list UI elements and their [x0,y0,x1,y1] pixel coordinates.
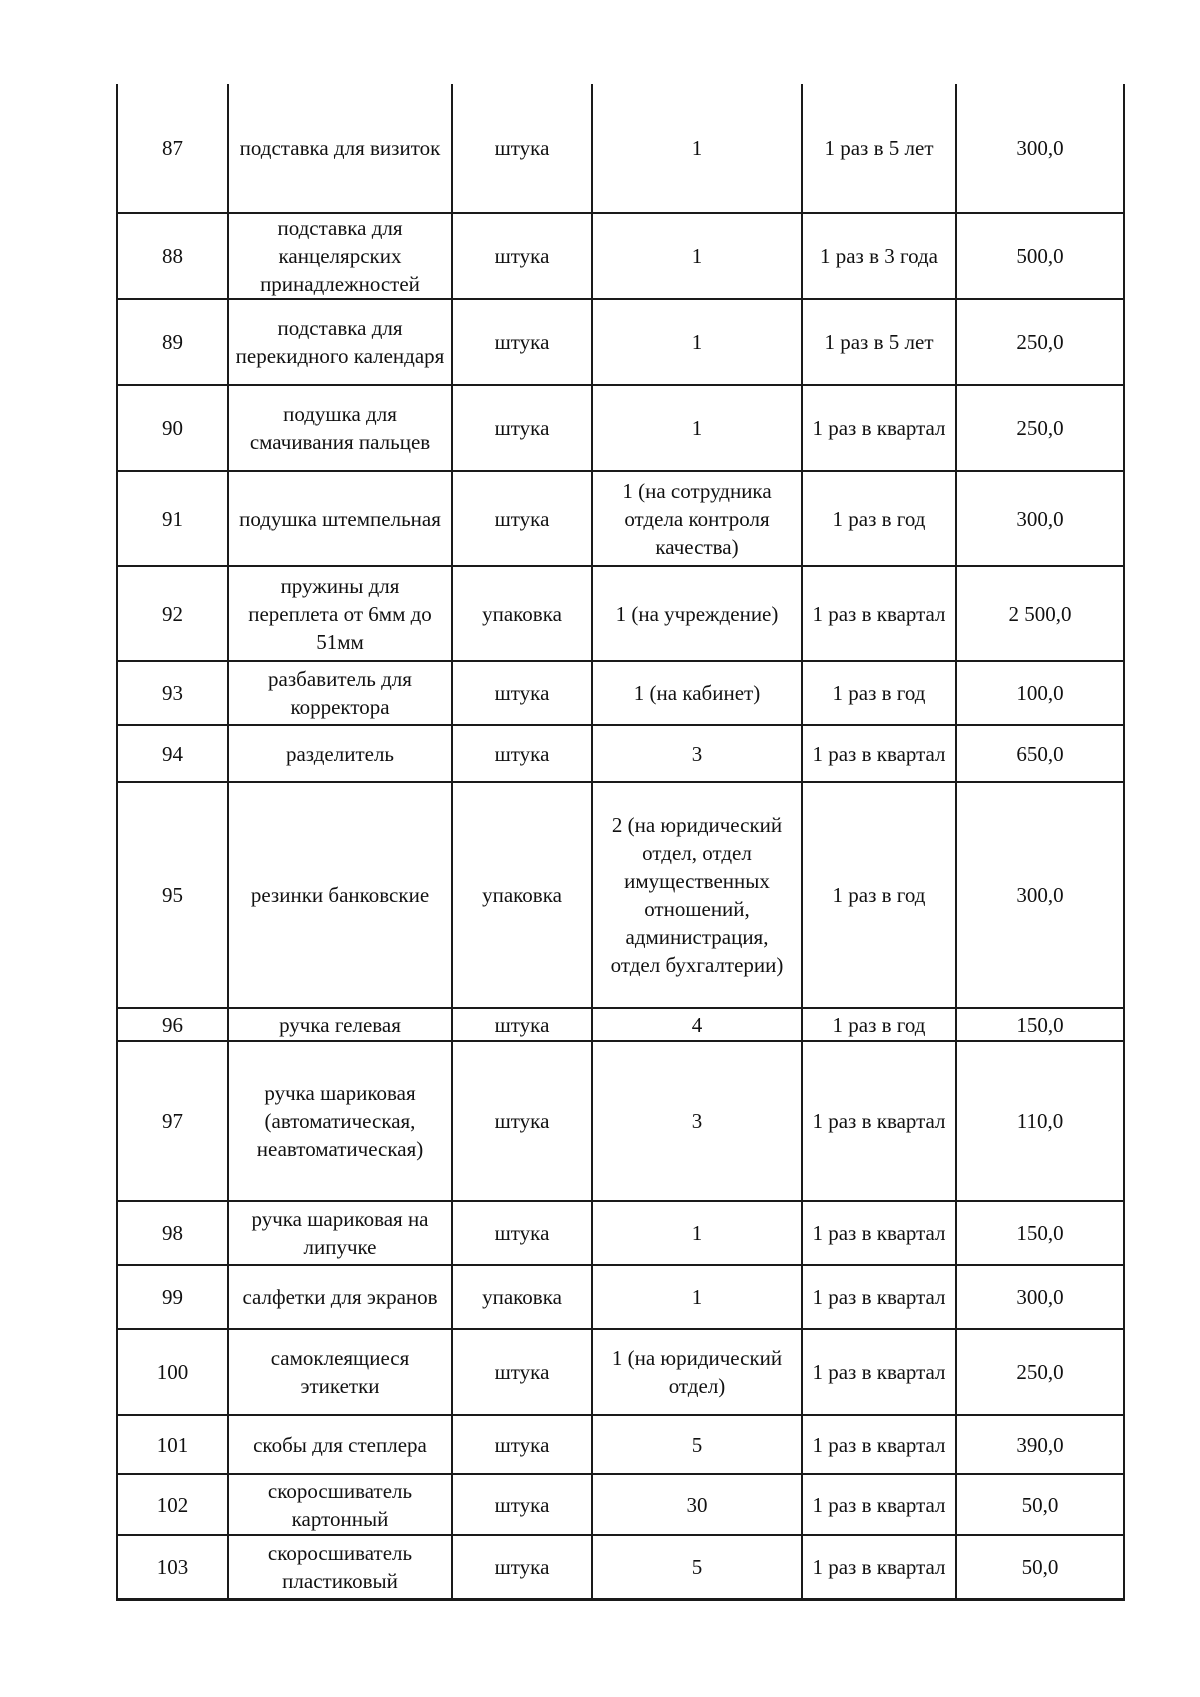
cell-price: 300,0 [956,471,1124,566]
cell-price: 50,0 [956,1535,1124,1599]
cell-number: 90 [117,385,228,471]
cell-quantity: 1 [592,213,802,299]
table-row [117,1201,1124,1265]
table-row [117,1008,1124,1041]
cell-frequency: 1 раз в год [802,471,956,566]
cell-item-name: скоросшиватель пластиковый [228,1535,452,1599]
cell-quantity: 1 [592,84,802,213]
cell-price: 300,0 [956,782,1124,1008]
cell-unit: штука [452,299,592,385]
cell-quantity: 1 [592,1201,802,1265]
cell-quantity: 3 [592,725,802,782]
table-row [117,725,1124,782]
cell-price: 250,0 [956,299,1124,385]
cell-number: 98 [117,1201,228,1265]
table-row [117,782,1124,1008]
cell-item-name: подставка для визиток [228,84,452,213]
cell-unit: штука [452,1474,592,1535]
cell-frequency: 1 раз в квартал [802,1415,956,1474]
cell-quantity: 5 [592,1415,802,1474]
cell-number: 96 [117,1008,228,1041]
table-row [117,1329,1124,1415]
cell-number: 101 [117,1415,228,1474]
cell-unit: штука [452,1329,592,1415]
cell-price: 300,0 [956,84,1124,213]
cell-number: 97 [117,1041,228,1201]
cell-unit: упаковка [452,1265,592,1329]
cell-item-name: подставка для перекидного календаря [228,299,452,385]
cell-price: 150,0 [956,1008,1124,1041]
cell-number: 95 [117,782,228,1008]
cell-price: 300,0 [956,1265,1124,1329]
cell-frequency: 1 раз в квартал [802,1329,956,1415]
cell-unit: штука [452,1008,592,1041]
supply-norms-table [116,84,1125,1601]
table-row [117,1265,1124,1329]
cell-quantity: 1 [592,1265,802,1329]
cell-number: 103 [117,1535,228,1599]
cell-unit: штука [452,725,592,782]
cell-quantity: 5 [592,1535,802,1599]
cell-frequency: 1 раз в квартал [802,1041,956,1201]
cell-unit: штука [452,84,592,213]
cell-unit: штука [452,1415,592,1474]
table-row [117,661,1124,725]
table-row [117,471,1124,566]
cell-item-name: разбавитель для корректора [228,661,452,725]
cell-frequency: 1 раз в квартал [802,1474,956,1535]
cell-number: 91 [117,471,228,566]
cell-item-name: скоросшиватель картонный [228,1474,452,1535]
cell-price: 250,0 [956,385,1124,471]
table-row [117,1415,1124,1474]
cell-frequency: 1 раз в 5 лет [802,84,956,213]
cell-frequency: 1 раз в квартал [802,1265,956,1329]
cell-number: 94 [117,725,228,782]
cell-frequency: 1 раз в 3 года [802,213,956,299]
cell-number: 100 [117,1329,228,1415]
cell-unit: упаковка [452,566,592,661]
cell-unit: штука [452,1535,592,1599]
cell-quantity: 1 (на юридический отдел) [592,1329,802,1415]
cell-frequency: 1 раз в год [802,1008,956,1041]
cell-price: 150,0 [956,1201,1124,1265]
cell-frequency: 1 раз в квартал [802,385,956,471]
cell-item-name: салфетки для экранов [228,1265,452,1329]
cell-frequency: 1 раз в 5 лет [802,299,956,385]
cell-frequency: 1 раз в год [802,782,956,1008]
cell-frequency: 1 раз в квартал [802,1535,956,1599]
cell-price: 250,0 [956,1329,1124,1415]
cell-number: 89 [117,299,228,385]
cell-quantity: 1 (на сотрудника отдела контроля качества) [592,471,802,566]
cell-unit: штука [452,1201,592,1265]
table-body [117,84,1124,1599]
cell-price: 390,0 [956,1415,1124,1474]
cell-number: 87 [117,84,228,213]
cell-item-name: пружины для переплета от 6мм до 51мм [228,566,452,661]
cell-quantity: 2 (на юридический отдел, отдел имущественных отношений, администрация, отдел бухгалтерии) [592,782,802,1008]
cell-unit: штука [452,661,592,725]
cell-item-name: резинки банковские [228,782,452,1008]
table-row [117,299,1124,385]
cell-quantity: 3 [592,1041,802,1201]
cell-quantity: 1 [592,385,802,471]
cell-item-name: разделитель [228,725,452,782]
cell-number: 93 [117,661,228,725]
cell-item-name: ручка гелевая [228,1008,452,1041]
cell-item-name: ручка шариковая (автоматическая, неавтоматическая) [228,1041,452,1201]
cell-number: 99 [117,1265,228,1329]
table-row [117,1535,1124,1599]
cell-item-name: скобы для степлера [228,1415,452,1474]
table-row [117,385,1124,471]
cell-quantity: 1 (на учреждение) [592,566,802,661]
cell-price: 2 500,0 [956,566,1124,661]
cell-item-name: ручка шариковая на липучке [228,1201,452,1265]
cell-unit: штука [452,385,592,471]
cell-frequency: 1 раз в квартал [802,725,956,782]
cell-unit: штука [452,1041,592,1201]
cell-unit: штука [452,471,592,566]
cell-price: 50,0 [956,1474,1124,1535]
cell-frequency: 1 раз в квартал [802,566,956,661]
table-row [117,1041,1124,1201]
cell-quantity: 4 [592,1008,802,1041]
table-row [117,566,1124,661]
cell-frequency: 1 раз в квартал [802,1201,956,1265]
table-row [117,84,1124,213]
cell-number: 102 [117,1474,228,1535]
cell-price: 100,0 [956,661,1124,725]
cell-unit: упаковка [452,782,592,1008]
cell-number: 88 [117,213,228,299]
table-row [117,213,1124,299]
cell-quantity: 30 [592,1474,802,1535]
cell-item-name: подушка штемпельная [228,471,452,566]
cell-price: 110,0 [956,1041,1124,1201]
cell-price: 650,0 [956,725,1124,782]
table-row [117,1474,1124,1535]
cell-unit: штука [452,213,592,299]
cell-item-name: подушка для смачивания пальцев [228,385,452,471]
cell-item-name: самоклеящиеся этикетки [228,1329,452,1415]
cell-quantity: 1 (на кабинет) [592,661,802,725]
cell-item-name: подставка для канцелярских принадлежностей [228,213,452,299]
cell-price: 500,0 [956,213,1124,299]
cell-frequency: 1 раз в год [802,661,956,725]
cell-quantity: 1 [592,299,802,385]
cell-number: 92 [117,566,228,661]
